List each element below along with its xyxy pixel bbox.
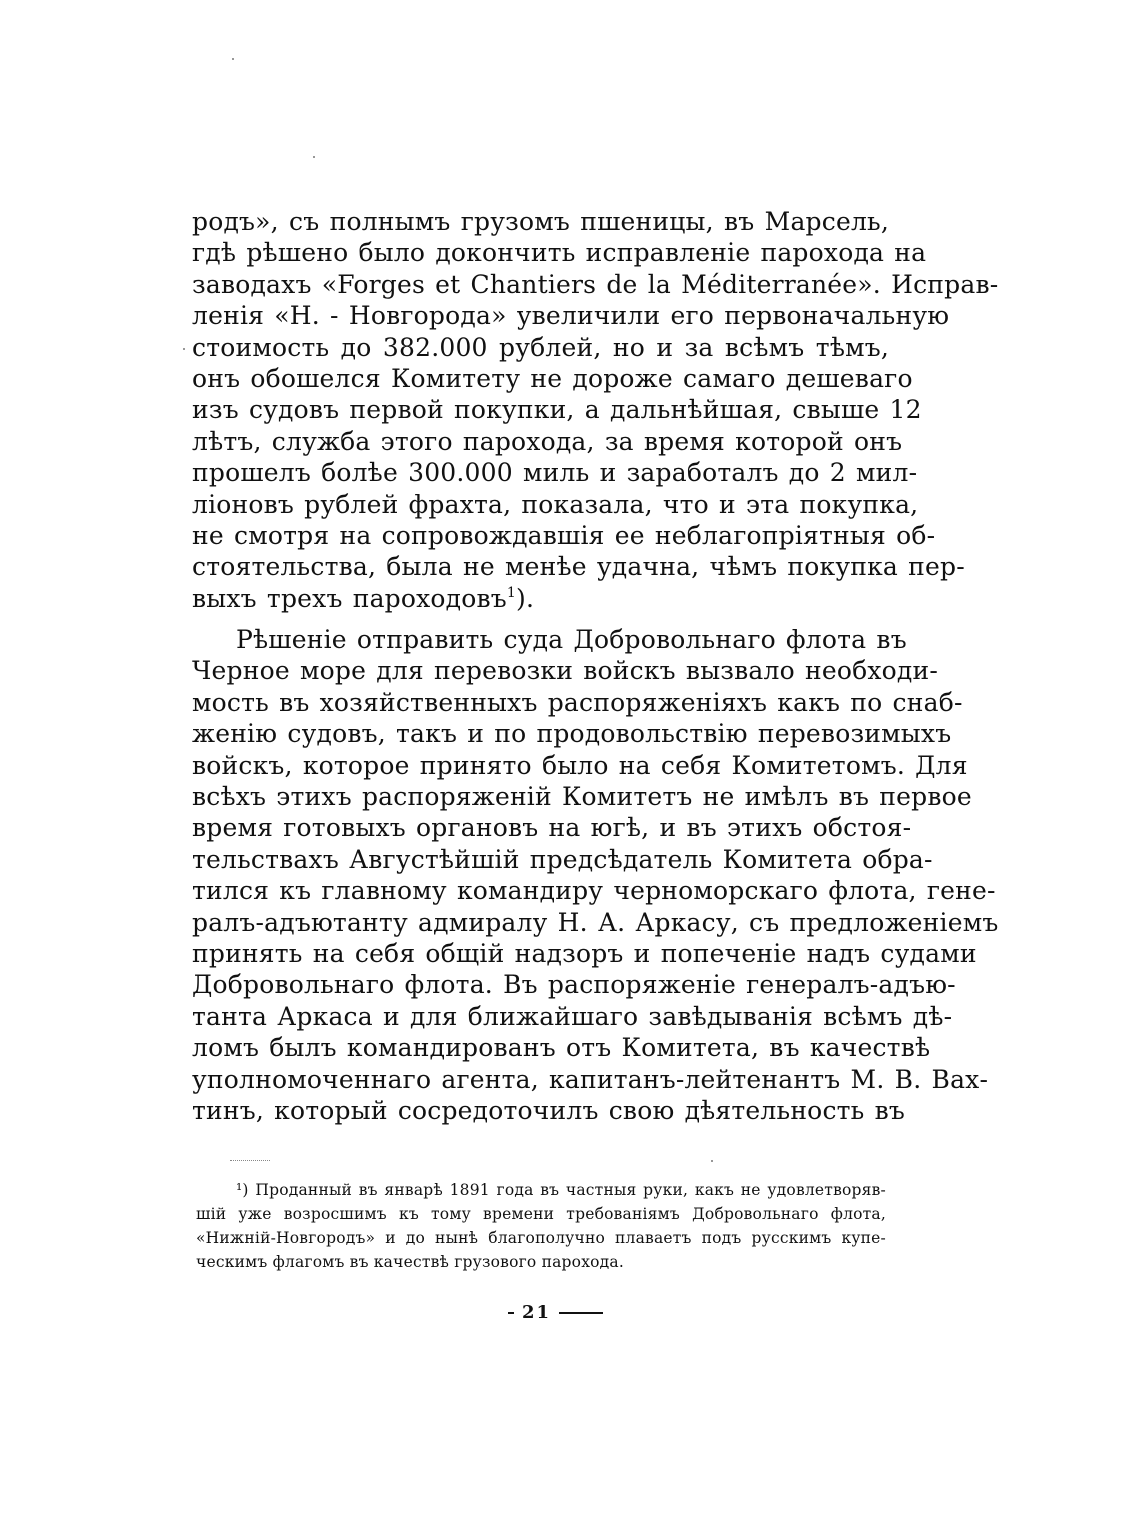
text-line: родъ», съ полнымъ грузомъ пшеницы, въ Марсель, bbox=[192, 207, 889, 236]
text-line: гдѣ рѣшено было докончить исправленіе парохода на bbox=[192, 238, 927, 268]
text-line: всѣхъ этихъ распоряженій Комитетъ не имѣлъ въ первое bbox=[192, 782, 972, 812]
text-line: время готовыхъ органовъ на югѣ, и въ этихъ обстоя- bbox=[192, 813, 912, 843]
scan-speck bbox=[313, 156, 315, 158]
text-line: ленія «Н. - Новгорода» увеличили его первоначальную bbox=[192, 301, 950, 331]
text-line: мость въ хозяйственныхъ распоряженіяхъ какъ по снаб- bbox=[192, 687, 963, 717]
text-line: принять на себя общій надзоръ и попеченіе надъ судами bbox=[192, 938, 977, 968]
text-line: ралъ-адъютанту адмиралу Н. А. Аркасу, съ предложеніемъ bbox=[192, 907, 999, 937]
text-line: танта Аркаса и для ближайшаго завѣдыванія всѣмъ дѣ- bbox=[192, 1001, 953, 1031]
text-line: ломъ былъ командированъ отъ Комитета, въ качествѣ bbox=[192, 1033, 931, 1063]
text-line: уполномоченнаго агента, капитанъ-лейтенантъ М. В. Вах- bbox=[192, 1064, 989, 1094]
footnote-line: ческимъ флагомъ въ качествѣ грузового парохода. bbox=[196, 1253, 624, 1271]
footnote-separator bbox=[230, 1160, 270, 1161]
footnote-line: «Нижній-Новгородъ» и до нынѣ благополучно плаваетъ подъ русскимъ купе- bbox=[196, 1229, 886, 1247]
text-line: тельствахъ Августѣйшій предсѣдатель Комитета обра- bbox=[192, 844, 933, 874]
text-line-with-footnote bbox=[192, 583, 889, 614]
text-line: стоимость до 382.000 рублей, но и за всѣмъ тѣмъ, bbox=[192, 332, 889, 362]
page-number bbox=[508, 1302, 603, 1323]
text-line: войскъ, которое принято было на себя Комитетомъ. Для bbox=[192, 750, 968, 780]
text-line: прошелъ болѣе 300.000 миль и заработалъ до 2 мил- bbox=[192, 458, 918, 488]
page-number-value: 21 bbox=[522, 1302, 552, 1323]
footnote-line: шій уже возросшимъ къ тому времени требованіямъ Добровольнаго флота, bbox=[196, 1205, 886, 1223]
text-line: тился къ главному командиру черноморскаго флота, гене- bbox=[192, 876, 996, 906]
text-line: ліоновъ рублей фрахта, показала, что и эта покупка, bbox=[192, 489, 919, 519]
footnote-text: Проданный въ январѣ 1891 года въ частныя руки, какъ не удовлетворяв- bbox=[255, 1181, 886, 1199]
text-line: Черное море для перевозки войскъ вызвало необходи- bbox=[192, 656, 939, 686]
text-line: лѣтъ, служба этого парохода, за время которой онъ bbox=[192, 426, 903, 456]
page-number-rule bbox=[559, 1312, 603, 1314]
text-line: не смотря на сопровождавшія ее неблагопріятныя об- bbox=[192, 520, 936, 550]
footnote-line bbox=[236, 1178, 886, 1202]
text-line: изъ судовъ первой покупки, а дальнѣйшая, свыше 12 bbox=[192, 395, 922, 425]
text-line: стоятельства, была не менѣе удачна, чѣмъ покупка пер- bbox=[192, 552, 965, 582]
text-fragment: выхъ трехъ пароходовъ bbox=[192, 583, 507, 613]
text-line: тинъ, который сосредоточилъ свою дѣятельность въ bbox=[192, 1095, 906, 1125]
text-line: Добровольнаго флота. Въ распоряженіе генералъ-адъю- bbox=[192, 970, 956, 1000]
scan-speck bbox=[183, 348, 185, 350]
footnote-marker: ¹) bbox=[236, 1181, 249, 1199]
text-line: онъ обошелся Комитету не дороже самаго дешеваго bbox=[192, 363, 913, 393]
text-line: женію судовъ, такъ и по продовольствію перевозимыхъ bbox=[192, 719, 952, 749]
scan-speck bbox=[232, 58, 234, 60]
text-line: заводахъ «Forges et Chantiers de la Méditerranée». Исправ- bbox=[192, 269, 999, 299]
scan-speck bbox=[711, 1160, 713, 1162]
paragraph-first-line: Рѣшеніе отправить суда Добровольнаго флота въ bbox=[236, 625, 907, 655]
footnote-reference[interactable]: 1 bbox=[506, 584, 517, 601]
footnote bbox=[196, 1178, 886, 1274]
text-fragment: ). bbox=[516, 583, 535, 613]
page-number-dash bbox=[508, 1312, 514, 1314]
main-text bbox=[192, 206, 999, 1126]
